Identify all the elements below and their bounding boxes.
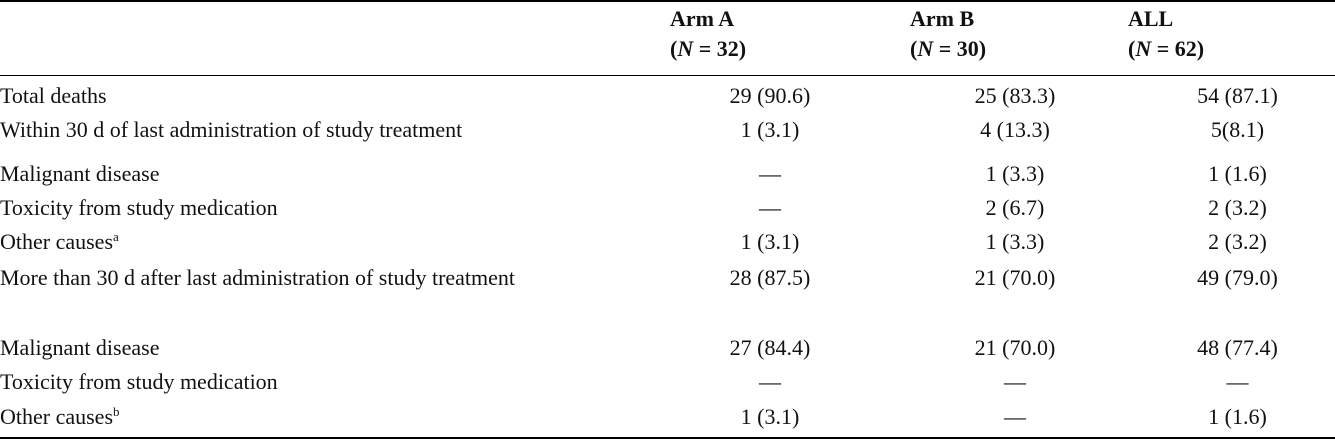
cell-all: 1 (1.6) [1208, 404, 1267, 429]
cell-arm-a: 1 (3.1) [740, 117, 800, 142]
table-row [0, 261, 1335, 329]
cell-arm-b: — [1004, 369, 1026, 394]
cell-arm-b: 4 (13.3) [980, 117, 1050, 142]
table-row [0, 365, 1335, 399]
cell-all: 48 (77.4) [1197, 335, 1278, 360]
row-label: More than 30 d after last administration of study treatment [0, 265, 516, 290]
row-label: Other causes$^b$ [0, 404, 120, 429]
cell-all: 2 (3.2) [1208, 229, 1267, 254]
row-label: Malignant disease [0, 161, 160, 186]
row-label: Total deaths [0, 83, 107, 108]
column-header-arm-a-n: (N = 32) [670, 36, 747, 61]
row-label: Other causes$^a$ [0, 229, 119, 254]
cell-arm-a: — [759, 195, 781, 220]
table-row [0, 79, 1335, 113]
column-header-arm-b-n: (N = 30) [910, 36, 987, 61]
table-top-rule [0, 0, 1335, 2]
table-row [0, 113, 1335, 147]
table-row [0, 157, 1335, 191]
column-header-all-name: ALL [1128, 6, 1174, 31]
cell-arm-b: 21 (70.0) [974, 335, 1056, 360]
cell-arm-a: 29 (90.6) [729, 83, 811, 108]
cell-all: 49 (79.0) [1197, 265, 1278, 290]
column-header-arm-b [910, 4, 986, 64]
cell-arm-b: 21 (70.0) [974, 265, 1056, 290]
column-header-arm-a-name: Arm A [670, 6, 735, 31]
cell-arm-a: — [759, 369, 781, 394]
cell-arm-b: 2 (6.7) [985, 195, 1045, 220]
row-label: Malignant disease [0, 335, 160, 360]
cell-arm-a: 1 (3.1) [740, 229, 800, 254]
cell-arm-a: 28 (87.5) [729, 265, 811, 290]
table-row [0, 400, 1335, 434]
row-label: Toxicity from study medication [0, 195, 278, 220]
table-bottom-rule [0, 437, 1335, 439]
row-label: Within 30 d of last administration of study treatment [0, 117, 463, 142]
cell-arm-b: 1 (3.3) [985, 229, 1045, 254]
row-label: Toxicity from study medication [0, 369, 278, 394]
cell-all: 5(8.1) [1210, 117, 1265, 142]
footnote-marker: b [113, 404, 120, 419]
column-header-all [1128, 4, 1204, 64]
cell-arm-a: — [759, 161, 781, 186]
cell-arm-b: 25 (83.3) [974, 83, 1056, 108]
cell-all: 2 (3.2) [1208, 195, 1267, 220]
footnote-marker: a [113, 229, 119, 244]
cell-all: 1 (1.6) [1208, 161, 1267, 186]
cell-arm-b: — [1004, 404, 1026, 429]
column-header-all-n: (N = 62) [1128, 36, 1205, 61]
column-header-arm-b-name: Arm B [910, 6, 975, 31]
table-row [0, 331, 1335, 365]
cell-arm-b: 1 (3.3) [985, 161, 1045, 186]
cell-arm-a: 27 (84.4) [729, 335, 811, 360]
column-header-arm-a [670, 4, 746, 64]
cell-all: — [1226, 369, 1249, 394]
table-row [0, 225, 1335, 259]
cell-arm-a: 1 (3.1) [740, 404, 800, 429]
table-row [0, 191, 1335, 225]
cell-all: 54 (87.1) [1197, 83, 1278, 108]
header-rule [0, 75, 1335, 76]
